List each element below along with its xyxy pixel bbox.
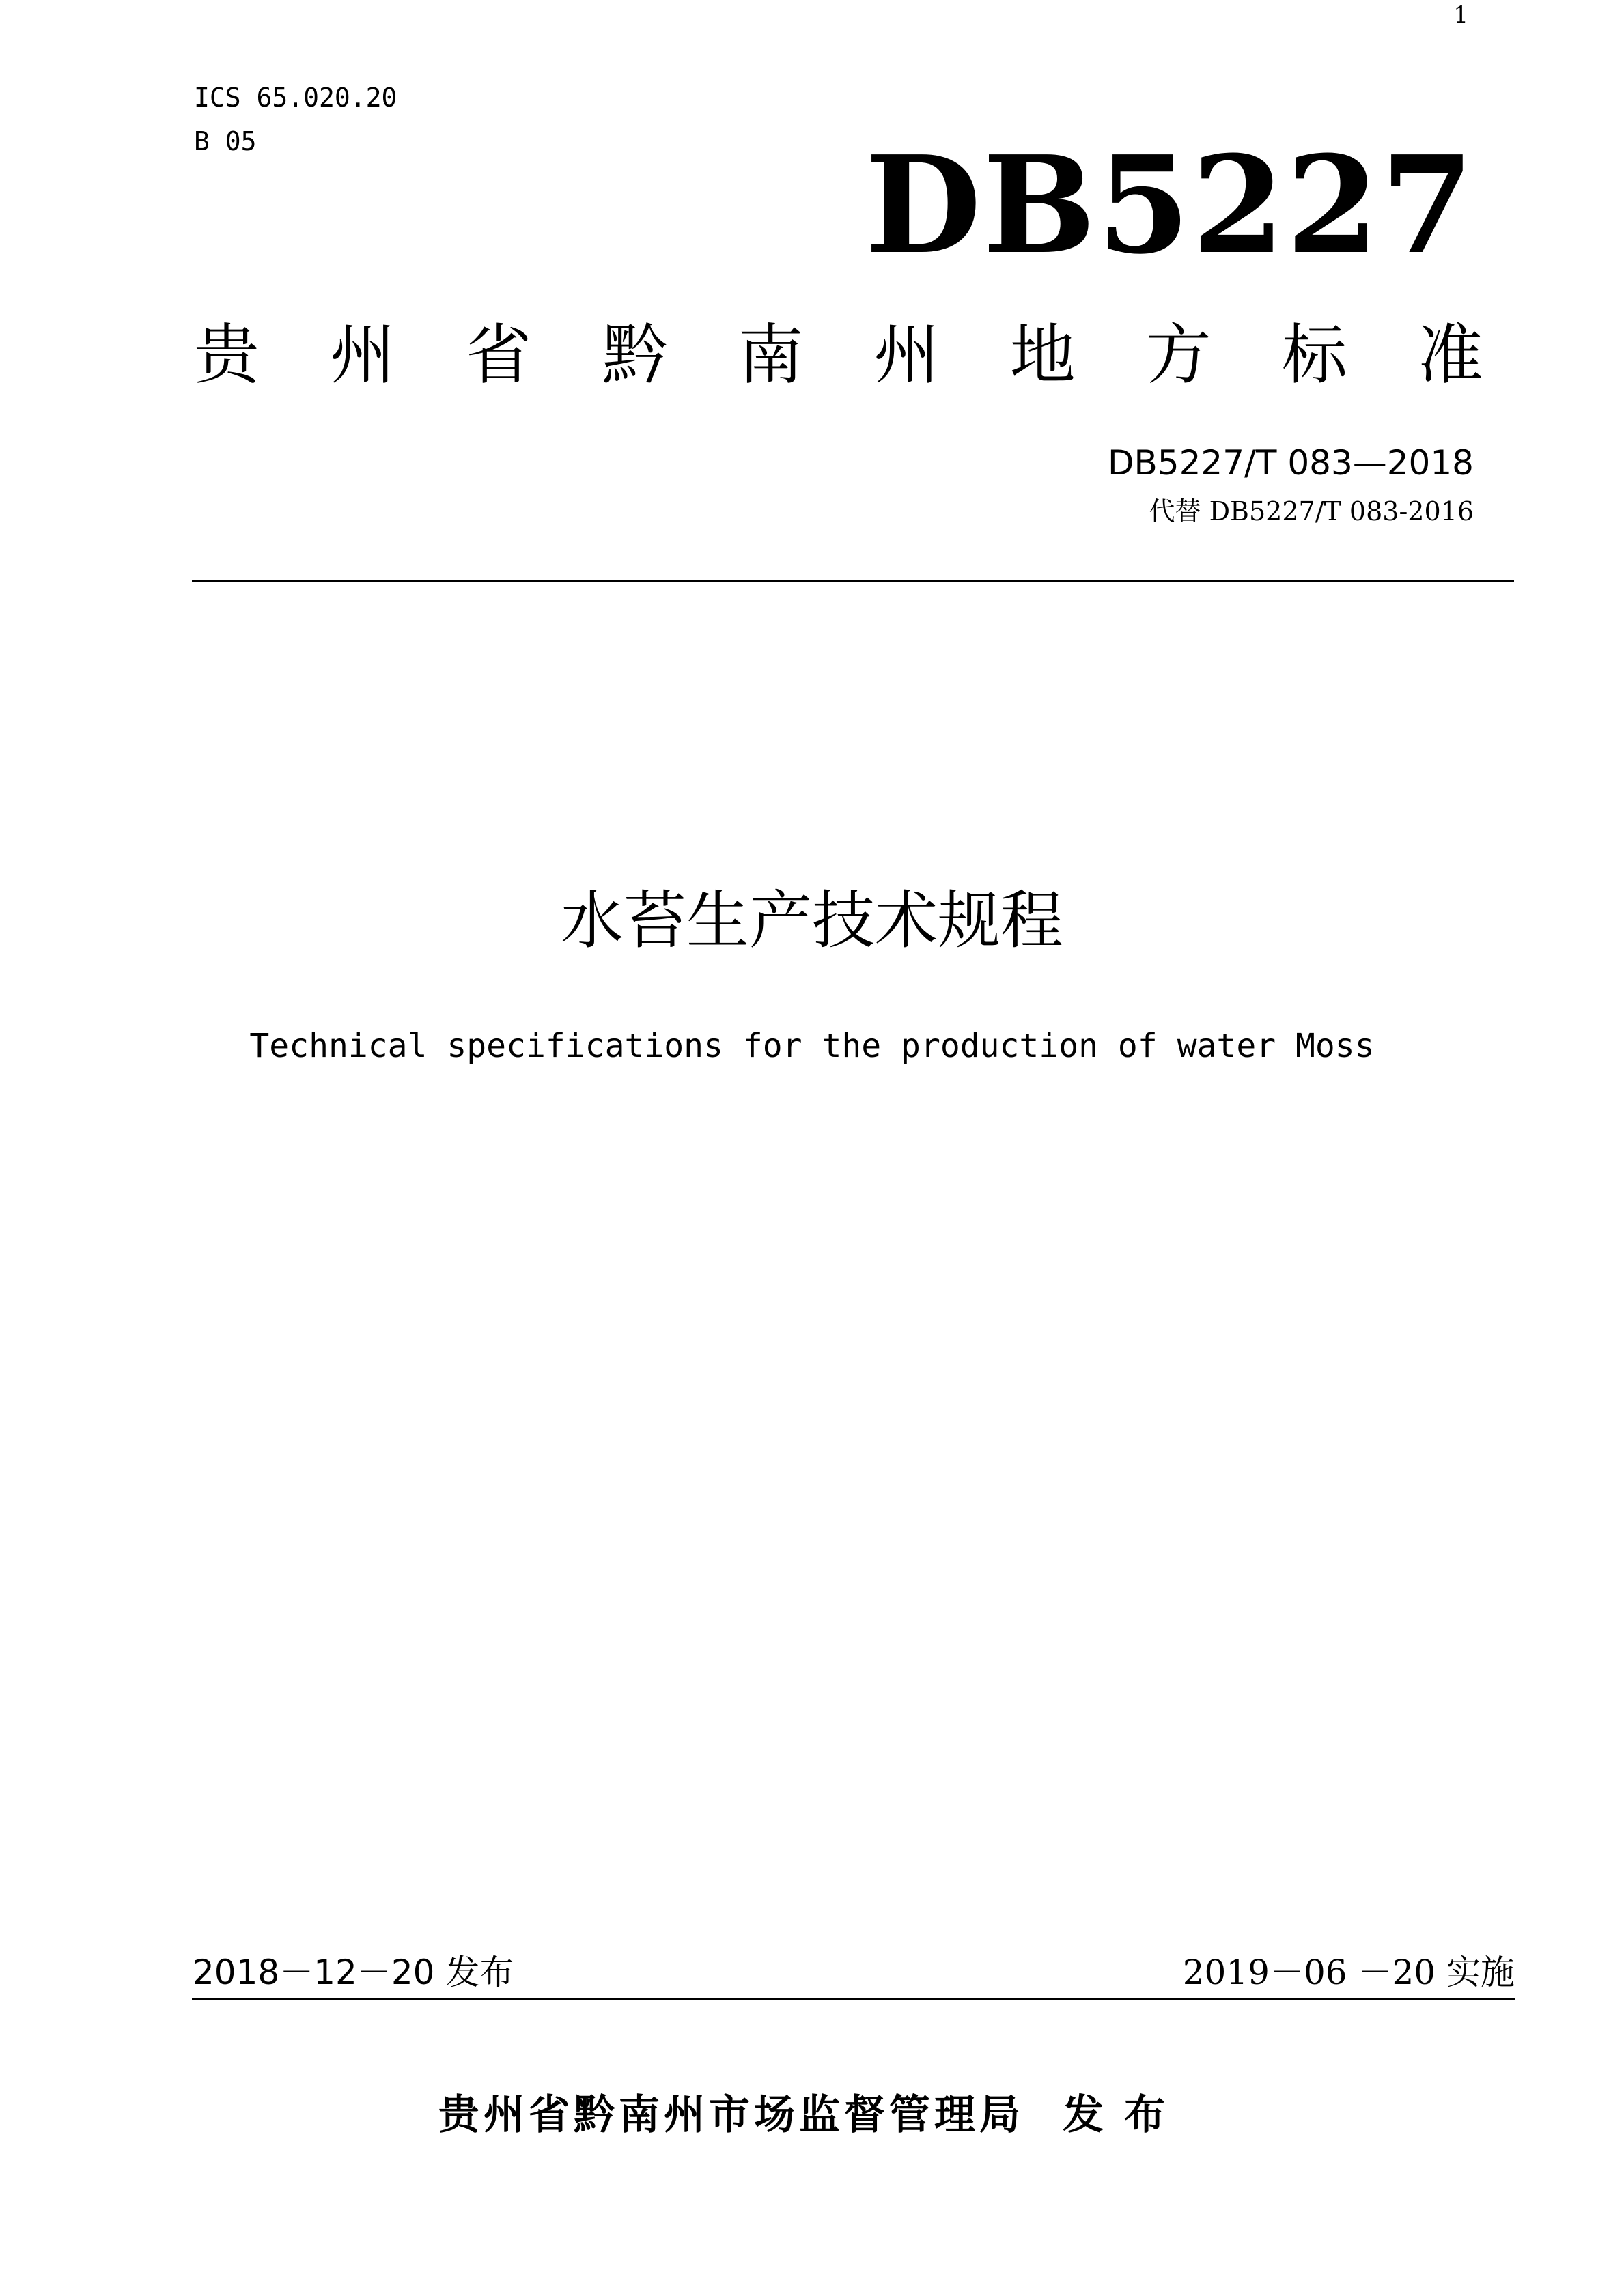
effective-date: 2019－06 －20 实施 — [1182, 1953, 1515, 1992]
category-char: 准 — [1417, 317, 1483, 393]
category-char: 方 — [1145, 317, 1212, 393]
replaces-standard: 代替 DB5227/T 083-2016 — [1149, 496, 1474, 526]
header-divider — [192, 580, 1514, 582]
category-char: 省 — [466, 317, 532, 393]
publisher-name: 贵州省黔南州市场监督管理局 — [438, 2091, 1024, 2139]
document-title-english: Technical specifications for the production of water Moss — [249, 1027, 1375, 1065]
category-char: 贵 — [194, 317, 260, 393]
page-number: 1 — [1453, 1, 1468, 29]
category-char: 地 — [1009, 317, 1076, 393]
publisher-line — [0, 2088, 1624, 2142]
publisher-action: 发布 — [1063, 2091, 1186, 2139]
standard-logo: DB5227 — [865, 127, 1475, 284]
category-char: 州 — [873, 317, 940, 393]
category-char: 黔 — [602, 317, 668, 393]
standard-number: DB5227/T 083—2018 — [1107, 443, 1474, 483]
ics-code: ICS 65.020.20 — [194, 83, 397, 113]
category-char: 标 — [1281, 317, 1347, 393]
footer-divider — [192, 1998, 1515, 2000]
issue-date: 2018－12－20 发布 — [193, 1953, 514, 1992]
category-char: 州 — [330, 317, 396, 393]
document-title: 水苔生产技术规程 — [560, 884, 1063, 957]
category-char: 南 — [738, 317, 804, 393]
standard-category — [194, 314, 1483, 396]
classification-code: B 05 — [194, 126, 257, 156]
